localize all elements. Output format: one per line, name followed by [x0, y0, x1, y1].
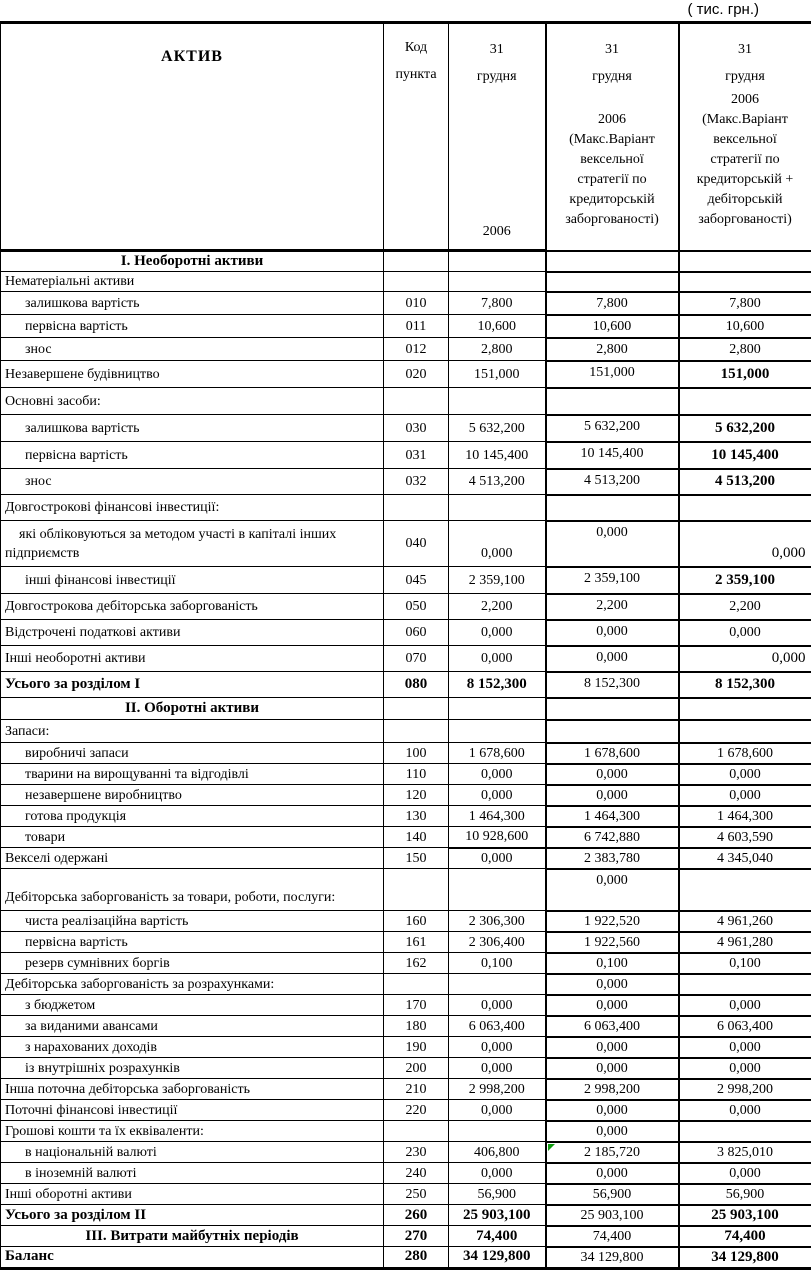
- row-code: [384, 720, 449, 743]
- value-creditor-debtor-variant: 6 063,400: [679, 1016, 811, 1037]
- value-dec2006: 0,000: [449, 848, 546, 869]
- value-dec2006: [449, 720, 546, 743]
- row-code: 230: [384, 1142, 449, 1163]
- table-row: [1, 1142, 811, 1163]
- row-label: Інша поточна дебіторська заборгованість: [1, 1079, 384, 1100]
- value-creditor-debtor-variant: 0,000: [679, 1058, 811, 1079]
- table-row: [1, 1247, 811, 1269]
- value-creditor-variant: 0,000: [546, 1058, 679, 1079]
- row-label: резерв сумнівних боргів: [1, 953, 384, 974]
- table-row: [1, 932, 811, 953]
- table-row: [1, 1121, 811, 1142]
- header-col-2006-lines: [449, 26, 545, 248]
- value-dec2006: 0,100: [449, 953, 546, 974]
- header-line: Код: [404, 40, 428, 55]
- value-creditor-variant: 0,000: [546, 1163, 679, 1184]
- value-dec2006: 4 513,200: [449, 469, 546, 495]
- value-creditor-variant: 2,800: [546, 338, 679, 361]
- header-line: грудня: [592, 68, 632, 84]
- row-label: які обліковуються за методом участі в капіталі інших підприємств: [1, 521, 384, 567]
- table-row: [1, 442, 811, 469]
- value-dec2006: [449, 869, 546, 911]
- header-line: вексельної: [580, 151, 644, 167]
- value-creditor-debtor-variant: 4 513,200: [679, 469, 811, 495]
- header-aktiv: [1, 23, 384, 251]
- value-dec2006: [449, 495, 546, 521]
- table-row: [1, 1163, 811, 1184]
- value-dec2006: 0,000: [449, 785, 546, 806]
- row-code: 190: [384, 1037, 449, 1058]
- value-creditor-debtor-variant: [679, 869, 811, 911]
- value-creditor-variant: 1 678,600: [546, 743, 679, 764]
- value-creditor-debtor-variant: 3 825,010: [679, 1142, 811, 1163]
- row-code: 170: [384, 995, 449, 1016]
- row-code: 270: [384, 1226, 449, 1247]
- row-code: 080: [384, 672, 449, 698]
- header-line: стратегії по: [710, 151, 780, 167]
- row-code: [384, 495, 449, 521]
- value-dec2006: 2 306,400: [449, 932, 546, 953]
- value-creditor-variant: 10,600: [546, 315, 679, 338]
- table-row: [1, 521, 811, 567]
- header-line: грудня: [725, 68, 765, 84]
- value-dec2006: 0,000: [449, 1100, 546, 1121]
- value-dec2006: 10,600: [449, 315, 546, 338]
- value-dec2006: 7,800: [449, 292, 546, 315]
- row-label: Основні засоби:: [1, 388, 384, 415]
- row-label: Дебіторська заборгованість за товари, роботи, послуги:: [1, 869, 384, 911]
- table-row: [1, 911, 811, 932]
- value-creditor-variant: 0,000: [546, 1121, 679, 1142]
- value-creditor-debtor-variant: 0,000: [679, 1100, 811, 1121]
- row-label: з нарахованих доходів: [1, 1037, 384, 1058]
- value-creditor-debtor-variant: 10,600: [679, 315, 811, 338]
- row-label: в іноземній валюті: [1, 1163, 384, 1184]
- table-row: [1, 469, 811, 495]
- value-dec2006: 56,900: [449, 1184, 546, 1205]
- value-creditor-debtor-variant: 25 903,100: [679, 1205, 811, 1226]
- value-creditor-variant: 7,800: [546, 292, 679, 315]
- value-dec2006: 1 464,300: [449, 806, 546, 827]
- row-label: Довгострокова дебіторська заборгованість: [1, 594, 384, 620]
- row-code: 210: [384, 1079, 449, 1100]
- value-creditor-variant: 0,000: [546, 1037, 679, 1058]
- header-col-2006: [449, 23, 546, 251]
- value-creditor-debtor-variant: [679, 495, 811, 521]
- table-row: [1, 388, 811, 415]
- value-creditor-debtor-variant: 4 603,590: [679, 827, 811, 848]
- value-creditor-variant: [546, 720, 679, 743]
- value-dec2006: [449, 388, 546, 415]
- row-code: 050: [384, 594, 449, 620]
- table-row: [1, 594, 811, 620]
- header-line: [549, 90, 676, 110]
- header-line: заборгованості): [565, 211, 659, 227]
- value-dec2006: 2 998,200: [449, 1079, 546, 1100]
- value-dec2006: 5 632,200: [449, 415, 546, 442]
- row-code: 032: [384, 469, 449, 495]
- value-creditor-debtor-variant: 0,100: [679, 953, 811, 974]
- value-dec2006: 74,400: [449, 1226, 546, 1247]
- row-label: Векселі одержані: [1, 848, 384, 869]
- header-row: [1, 23, 811, 251]
- header-line: стратегії по: [577, 171, 647, 187]
- value-creditor-debtor-variant: 0,000: [679, 646, 811, 672]
- value-dec2006: 0,000: [449, 1163, 546, 1184]
- value-creditor-debtor-variant: [679, 974, 811, 995]
- row-code: [384, 869, 449, 911]
- table-row: [1, 315, 811, 338]
- row-code: [384, 974, 449, 995]
- row-code: [384, 1121, 449, 1142]
- value-dec2006: 10 145,400: [449, 442, 546, 469]
- value-creditor-variant: 8 152,300: [546, 672, 679, 698]
- value-dec2006: 1 678,600: [449, 743, 546, 764]
- row-label: первісна вартість: [1, 932, 384, 953]
- row-label: готова продукція: [1, 806, 384, 827]
- cell-comment-marker: [548, 1144, 556, 1152]
- value-creditor-variant: 4 513,200: [546, 469, 679, 495]
- row-label: Довгострокові фінансові інвестиції:: [1, 495, 384, 521]
- header-col-creditor-debtor-variant: [679, 23, 811, 251]
- header-col-creditor-lines: [547, 26, 678, 248]
- value-creditor-debtor-variant: 56,900: [679, 1184, 811, 1205]
- value-creditor-debtor-variant: 7,800: [679, 292, 811, 315]
- value-creditor-debtor-variant: 0,000: [679, 1037, 811, 1058]
- value-creditor-debtor-variant: [679, 388, 811, 415]
- table-row: [1, 415, 811, 442]
- row-code: 060: [384, 620, 449, 646]
- table-row: [1, 743, 811, 764]
- value-dec2006: 34 129,800: [449, 1247, 546, 1269]
- row-label: інші фінансові інвестиції: [1, 567, 384, 594]
- row-code: 100: [384, 743, 449, 764]
- header-line: 2006: [731, 91, 759, 107]
- value-creditor-variant: 56,900: [546, 1184, 679, 1205]
- table-row: [1, 272, 811, 292]
- table-row: [1, 698, 811, 720]
- value-creditor-debtor-variant: 0,000: [679, 785, 811, 806]
- value-creditor-debtor-variant: 74,400: [679, 1226, 811, 1247]
- value-dec2006: 0,000: [449, 764, 546, 785]
- row-code: [384, 272, 449, 292]
- row-label: Незавершене будівництво: [1, 361, 384, 388]
- header-aktiv-label: АКТИВ: [161, 48, 223, 65]
- value-creditor-debtor-variant: 151,000: [679, 361, 811, 388]
- row-code: 110: [384, 764, 449, 785]
- row-code: 030: [384, 415, 449, 442]
- value-creditor-variant: [546, 272, 679, 292]
- row-label: залишкова вартість: [1, 415, 384, 442]
- value-creditor-debtor-variant: [679, 251, 811, 272]
- table-row: [1, 1079, 811, 1100]
- row-label: знос: [1, 338, 384, 361]
- header-line: (Макс.Варіант: [569, 131, 655, 147]
- value-creditor-variant: 25 903,100: [546, 1205, 679, 1226]
- row-label: знос: [1, 469, 384, 495]
- row-label: Нематеріальні активи: [1, 272, 384, 292]
- row-label: чиста реалізаційна вартість: [1, 911, 384, 932]
- row-code: [384, 388, 449, 415]
- table-row: [1, 953, 811, 974]
- units-caption: ( тис. грн.): [687, 1, 759, 18]
- table-row: [1, 251, 811, 272]
- header-code-column: [384, 23, 449, 251]
- balance-sheet-table: [0, 21, 811, 1270]
- row-code: 180: [384, 1016, 449, 1037]
- value-creditor-debtor-variant: 0,000: [679, 1163, 811, 1184]
- row-label: виробничі запаси: [1, 743, 384, 764]
- value-creditor-debtor-variant: 10 145,400: [679, 442, 811, 469]
- value-creditor-debtor-variant: [679, 720, 811, 743]
- table-row: [1, 620, 811, 646]
- value-creditor-variant: [546, 698, 679, 720]
- row-code: 140: [384, 827, 449, 848]
- value-dec2006: 0,000: [449, 1058, 546, 1079]
- value-creditor-variant: 1 464,300: [546, 806, 679, 827]
- table-row: [1, 827, 811, 848]
- value-creditor-variant: 151,000: [546, 361, 679, 388]
- row-label: первісна вартість: [1, 442, 384, 469]
- header-line: 31: [605, 41, 619, 57]
- row-label: Усього за розділом II: [1, 1205, 384, 1226]
- value-creditor-variant: 0,000: [546, 1100, 679, 1121]
- row-code: 011: [384, 315, 449, 338]
- row-label: товари: [1, 827, 384, 848]
- table-row: [1, 1100, 811, 1121]
- value-creditor-debtor-variant: 1 678,600: [679, 743, 811, 764]
- value-creditor-debtor-variant: 4 961,260: [679, 911, 811, 932]
- value-creditor-variant: 6 063,400: [546, 1016, 679, 1037]
- value-creditor-debtor-variant: 2 998,200: [679, 1079, 811, 1100]
- row-code: 161: [384, 932, 449, 953]
- value-creditor-variant: 0,000: [546, 869, 679, 911]
- value-dec2006: 8 152,300: [449, 672, 546, 698]
- header-line: заборгованості): [698, 211, 792, 227]
- value-creditor-variant: 1 922,560: [546, 932, 679, 953]
- row-code: [384, 251, 449, 272]
- value-creditor-variant: 34 129,800: [546, 1247, 679, 1269]
- value-dec2006: [449, 974, 546, 995]
- table-row: [1, 974, 811, 995]
- value-creditor-debtor-variant: 4 345,040: [679, 848, 811, 869]
- header-line: 31: [738, 41, 752, 57]
- table-row: [1, 806, 811, 827]
- value-creditor-variant: 5 632,200: [546, 415, 679, 442]
- row-label: Запаси:: [1, 720, 384, 743]
- value-creditor-debtor-variant: 4 961,280: [679, 932, 811, 953]
- value-creditor-debtor-variant: 0,000: [679, 764, 811, 785]
- row-label: Грошові кошти та їх еквіваленти:: [1, 1121, 384, 1142]
- row-code: 260: [384, 1205, 449, 1226]
- header-line: кредиторській: [569, 191, 655, 207]
- row-label: із внутрішніх розрахунків: [1, 1058, 384, 1079]
- value-creditor-variant: 6 742,880: [546, 827, 679, 848]
- value-dec2006: 2 359,100: [449, 567, 546, 594]
- header-line: пункта: [395, 67, 437, 82]
- value-dec2006: 0,000: [449, 995, 546, 1016]
- value-creditor-variant: 10 145,400: [546, 442, 679, 469]
- value-dec2006: 10 928,600: [449, 827, 546, 848]
- value-creditor-debtor-variant: 2,800: [679, 338, 811, 361]
- row-code: 150: [384, 848, 449, 869]
- value-creditor-variant: 0,000: [546, 620, 679, 646]
- value-creditor-debtor-variant: 0,000: [679, 995, 811, 1016]
- value-dec2006: 0,000: [449, 521, 546, 567]
- value-dec2006: 0,000: [449, 620, 546, 646]
- row-label: тварини на вирощуванні та відгодівлі: [1, 764, 384, 785]
- row-code: 220: [384, 1100, 449, 1121]
- row-code: 012: [384, 338, 449, 361]
- header-line: 31: [489, 41, 504, 57]
- value-creditor-variant: 0,000: [546, 521, 679, 567]
- value-creditor-variant: 2 185,720: [546, 1142, 679, 1163]
- row-code: 130: [384, 806, 449, 827]
- row-label: Інші необоротні активи: [1, 646, 384, 672]
- table-row: [1, 338, 811, 361]
- table-row: [1, 785, 811, 806]
- value-creditor-variant: [546, 251, 679, 272]
- table-row: [1, 1016, 811, 1037]
- value-creditor-variant: 0,000: [546, 646, 679, 672]
- header-code-lines: [384, 24, 448, 246]
- row-label: I. Необоротні активи: [1, 251, 384, 272]
- value-dec2006: 6 063,400: [449, 1016, 546, 1037]
- row-code: 040: [384, 521, 449, 567]
- header-line: вексельної: [713, 131, 777, 147]
- table-row: [1, 995, 811, 1016]
- value-creditor-debtor-variant: [679, 272, 811, 292]
- header-line: 2006: [598, 111, 626, 127]
- row-label: Дебіторська заборгованість за розрахунками:: [1, 974, 384, 995]
- value-creditor-variant: 2 383,780: [546, 848, 679, 869]
- value-creditor-variant: 2,200: [546, 594, 679, 620]
- header-line: 2006: [482, 223, 511, 239]
- header-col-creditor-variant: [546, 23, 679, 251]
- row-label: в національній валюті: [1, 1142, 384, 1163]
- row-code: 031: [384, 442, 449, 469]
- row-label: Відстрочені податкові активи: [1, 620, 384, 646]
- value-dec2006: 151,000: [449, 361, 546, 388]
- row-label: Усього за розділом I: [1, 672, 384, 698]
- value-dec2006: [449, 272, 546, 292]
- value-dec2006: 2 306,300: [449, 911, 546, 932]
- value-creditor-debtor-variant: 2 359,100: [679, 567, 811, 594]
- row-label: II. Оборотні активи: [1, 698, 384, 720]
- row-label: Поточні фінансові інвестиції: [1, 1100, 384, 1121]
- value-dec2006: [449, 251, 546, 272]
- table-row: [1, 646, 811, 672]
- value-creditor-debtor-variant: 0,000: [679, 521, 811, 567]
- row-code: 010: [384, 292, 449, 315]
- row-label: незавершене виробництво: [1, 785, 384, 806]
- value-creditor-debtor-variant: 8 152,300: [679, 672, 811, 698]
- value-dec2006: 25 903,100: [449, 1205, 546, 1226]
- value-creditor-debtor-variant: 5 632,200: [679, 415, 811, 442]
- table-row: [1, 1205, 811, 1226]
- value-dec2006: [449, 1121, 546, 1142]
- value-creditor-debtor-variant: [679, 698, 811, 720]
- table-row: [1, 292, 811, 315]
- row-code: 120: [384, 785, 449, 806]
- row-label: первісна вартість: [1, 315, 384, 338]
- table-row: [1, 495, 811, 521]
- row-label: III. Витрати майбутніх періодів: [1, 1226, 384, 1247]
- value-dec2006: 2,200: [449, 594, 546, 620]
- row-label: з бюджетом: [1, 995, 384, 1016]
- value-creditor-debtor-variant: 1 464,300: [679, 806, 811, 827]
- value-creditor-variant: 0,100: [546, 953, 679, 974]
- header-line: дебіторській: [707, 191, 783, 207]
- value-creditor-variant: 0,000: [546, 995, 679, 1016]
- value-creditor-debtor-variant: [679, 1121, 811, 1142]
- table-row: [1, 567, 811, 594]
- header-line: грудня: [476, 68, 517, 84]
- row-code: 020: [384, 361, 449, 388]
- row-code: [384, 698, 449, 720]
- value-creditor-debtor-variant: 0,000: [679, 620, 811, 646]
- value-creditor-variant: 0,000: [546, 974, 679, 995]
- row-label: залишкова вартість: [1, 292, 384, 315]
- row-code: 240: [384, 1163, 449, 1184]
- row-code: 160: [384, 911, 449, 932]
- table-row: [1, 1037, 811, 1058]
- header-line: (Макс.Варіант: [702, 111, 788, 127]
- table-row: [1, 1184, 811, 1205]
- table-row: [1, 869, 811, 911]
- header-col-creditor-debtor-lines: [680, 26, 811, 248]
- value-dec2006: 0,000: [449, 1037, 546, 1058]
- value-creditor-variant: 74,400: [546, 1226, 679, 1247]
- value-dec2006: 406,800: [449, 1142, 546, 1163]
- table-row: [1, 720, 811, 743]
- row-code: 070: [384, 646, 449, 672]
- value-creditor-debtor-variant: 2,200: [679, 594, 811, 620]
- row-code: 280: [384, 1247, 449, 1269]
- value-dec2006: [449, 698, 546, 720]
- value-creditor-variant: 2 998,200: [546, 1079, 679, 1100]
- value-creditor-debtor-variant: 34 129,800: [679, 1247, 811, 1269]
- value-creditor-variant: 0,000: [546, 764, 679, 785]
- header-line: кредиторській +: [696, 171, 794, 187]
- value-creditor-variant: [546, 388, 679, 415]
- row-code: 045: [384, 567, 449, 594]
- value-creditor-variant: 0,000: [546, 785, 679, 806]
- value-dec2006: 2,800: [449, 338, 546, 361]
- row-code: 200: [384, 1058, 449, 1079]
- row-label: Баланс: [1, 1247, 384, 1269]
- table-row: [1, 361, 811, 388]
- table-row: [1, 848, 811, 869]
- table-row: [1, 1226, 811, 1247]
- row-code: 162: [384, 953, 449, 974]
- row-label: Інші оборотні активи: [1, 1184, 384, 1205]
- table-row: [1, 764, 811, 785]
- value-creditor-variant: 1 922,520: [546, 911, 679, 932]
- value-dec2006: 0,000: [449, 646, 546, 672]
- value-creditor-variant: [546, 495, 679, 521]
- value-creditor-variant: 2 359,100: [546, 567, 679, 594]
- table-row: [1, 672, 811, 698]
- table-row: [1, 1058, 811, 1079]
- row-code: 250: [384, 1184, 449, 1205]
- row-label: за виданими авансами: [1, 1016, 384, 1037]
